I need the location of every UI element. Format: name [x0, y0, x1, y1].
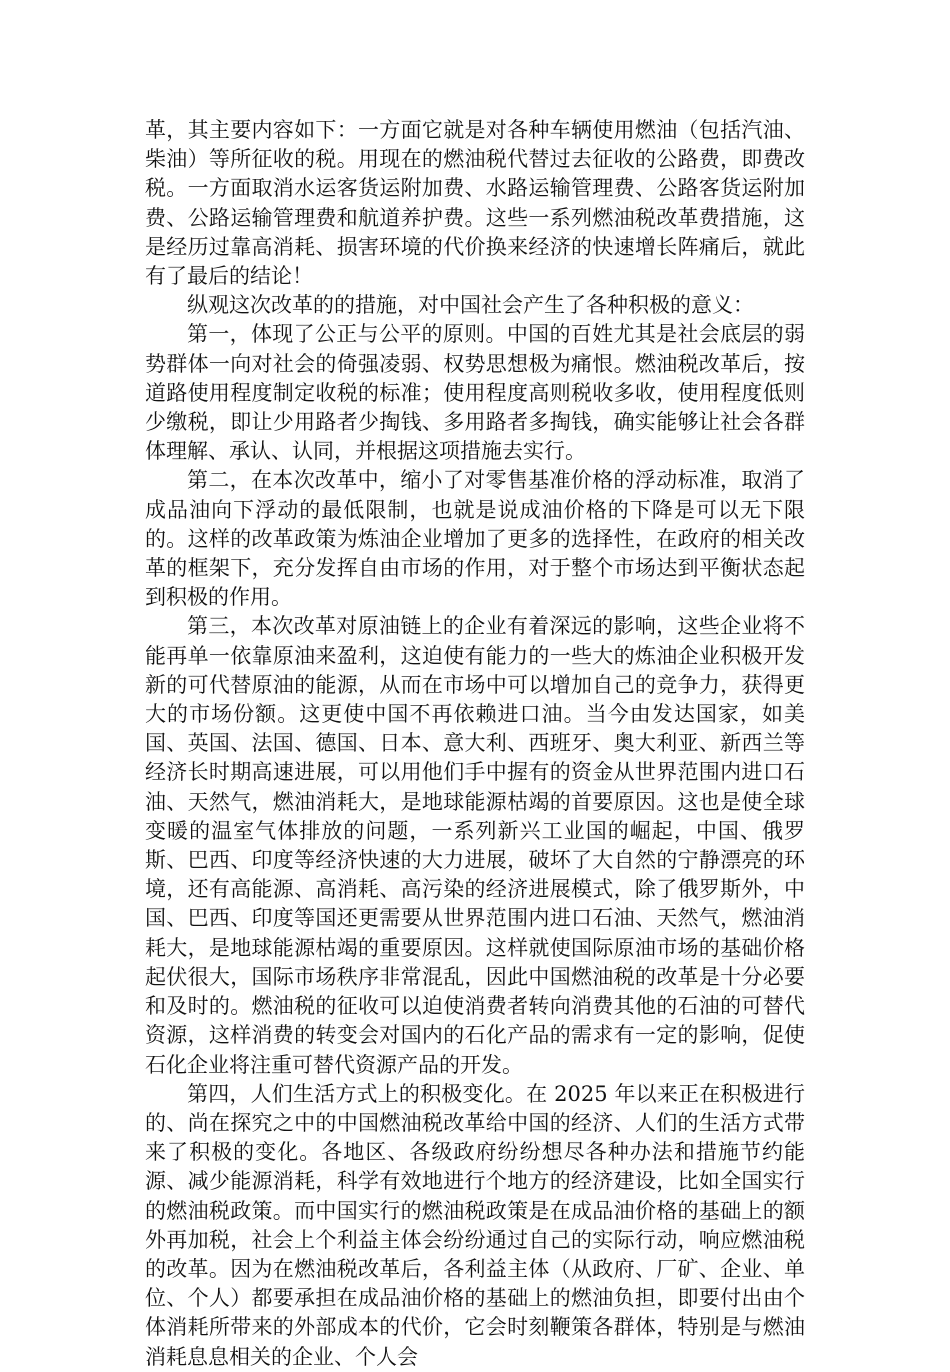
- paragraph-fourth-point: 第四，人们生活方式上的积极变化。在 2025 年以来正在积极进行的、尚在探究之中的中国燃油税改革给中国的经济、人们的生活方式带来了积极的变化。各地区、各级政府纷纷想尽各种办法和措施节约能源、减少能源消耗，科学有效地进行个地方的经济建设，比如全国实行的燃油税政策。而中国实行的燃油税政策是在成品油价格的基础上的额外再加税，社会上个利益主体会纷纷通过自己的实际行动，响应燃油税的改革。因为在燃油税改革后，各利益主体（从政府、厂矿、企业、单位、个人）都要承担在成品油价格的基础上的燃油负担，即要付出由个体消耗所带来的外部成本的代价，它会时刻鞭策各群体，特别是与燃油消耗息息相关的企业、个人会: [145, 1081, 805, 1369]
- paragraph-second-point: 第二，在本次改革中，缩小了对零售基准价格的浮动标准，取消了成品油向下浮动的最低限制，也就是说成油价格的下降是可以无下限的。这样的改革政策为炼油企业增加了更多的选择性，在政府的相关改革的框架下，充分发挥自由市场的作用，对于整个市场达到平衡状态起到积极的作用。: [145, 468, 805, 610]
- document-body: [145, 116, 805, 1372]
- paragraph-overview: 纵观这次改革的的措施，对中国社会产生了各种积极的意义：: [187, 293, 754, 318]
- paragraph-third-point: 第三，本次改革对原油链上的企业有着深远的影响，这些企业将不能再单一依靠原油来盈利，这迫使有能力的一些大的炼油企业积极开发新的可代替原油的能源，从而在市场中可以增加自己的竞争力，获得更大的市场份额。这更使中国不再依赖进口油。当今由发达国家，如美国、英国、法国、德国、日本、意大利、西班牙、奥大利亚、新西兰等经济长时期高速进展，可以用他们手中握有的资金从世界范围内进口石油、天然气，燃油消耗大，是地球能源枯竭的首要原因。这也是使全球变暖的温室气体排放的问题，一系列新兴工业国的崛起，中国、俄罗斯、巴西、印度等经济快速的大力进展，破坏了大自然的宁静漂亮的环境，还有高能源、高消耗、高污染的经济进展模式，除了俄罗斯外，中国、巴西、印度等国还更需要从世界范围内进口石油、天然气，燃油消耗大，是地球能源枯竭的重要原因。这样就使国际原油市场的基础价格起伏很大，国际市场秩序非常混乱，因此中国燃油税的改革是十分必要和及时的。燃油税的征收可以迫使消费者转向消费其他的石油的可替代资源，这样消费的转变会对国内的石化产品的需求有一定的影响，促使石化企业将注重可替代资源产品的开发。: [145, 614, 805, 1077]
- paragraph-continuation: 革，其主要内容如下：一方面它就是对各种车辆使用燃油（包括汽油、柴油）等所征收的税。用现在的燃油税代替过去征收的公路费，即费改税。一方面取消水运客货运附加费、水路运输管理费、公路客货运附加费、公路运输管理费和航道养护费。这些一系列燃油税改革费措施，这是经历过靠高消耗、损害环境的代价换来经济的快速增长阵痛后，就此有了最后的结论！: [145, 118, 805, 289]
- paragraph-first-point: 第一，体现了公正与公平的原则。中国的百姓尤其是社会底层的弱势群体一向对社会的倚强凌弱、权势思想极为痛恨。燃油税改革后，按道路使用程度制定收税的标准；使用程度高则税收多收，使用程度低则少缴税，即让少用路者少掏钱、多用路者多掏钱，确实能够让社会各群体理解、承认、认同，并根据这项措施去实行。: [145, 322, 805, 464]
